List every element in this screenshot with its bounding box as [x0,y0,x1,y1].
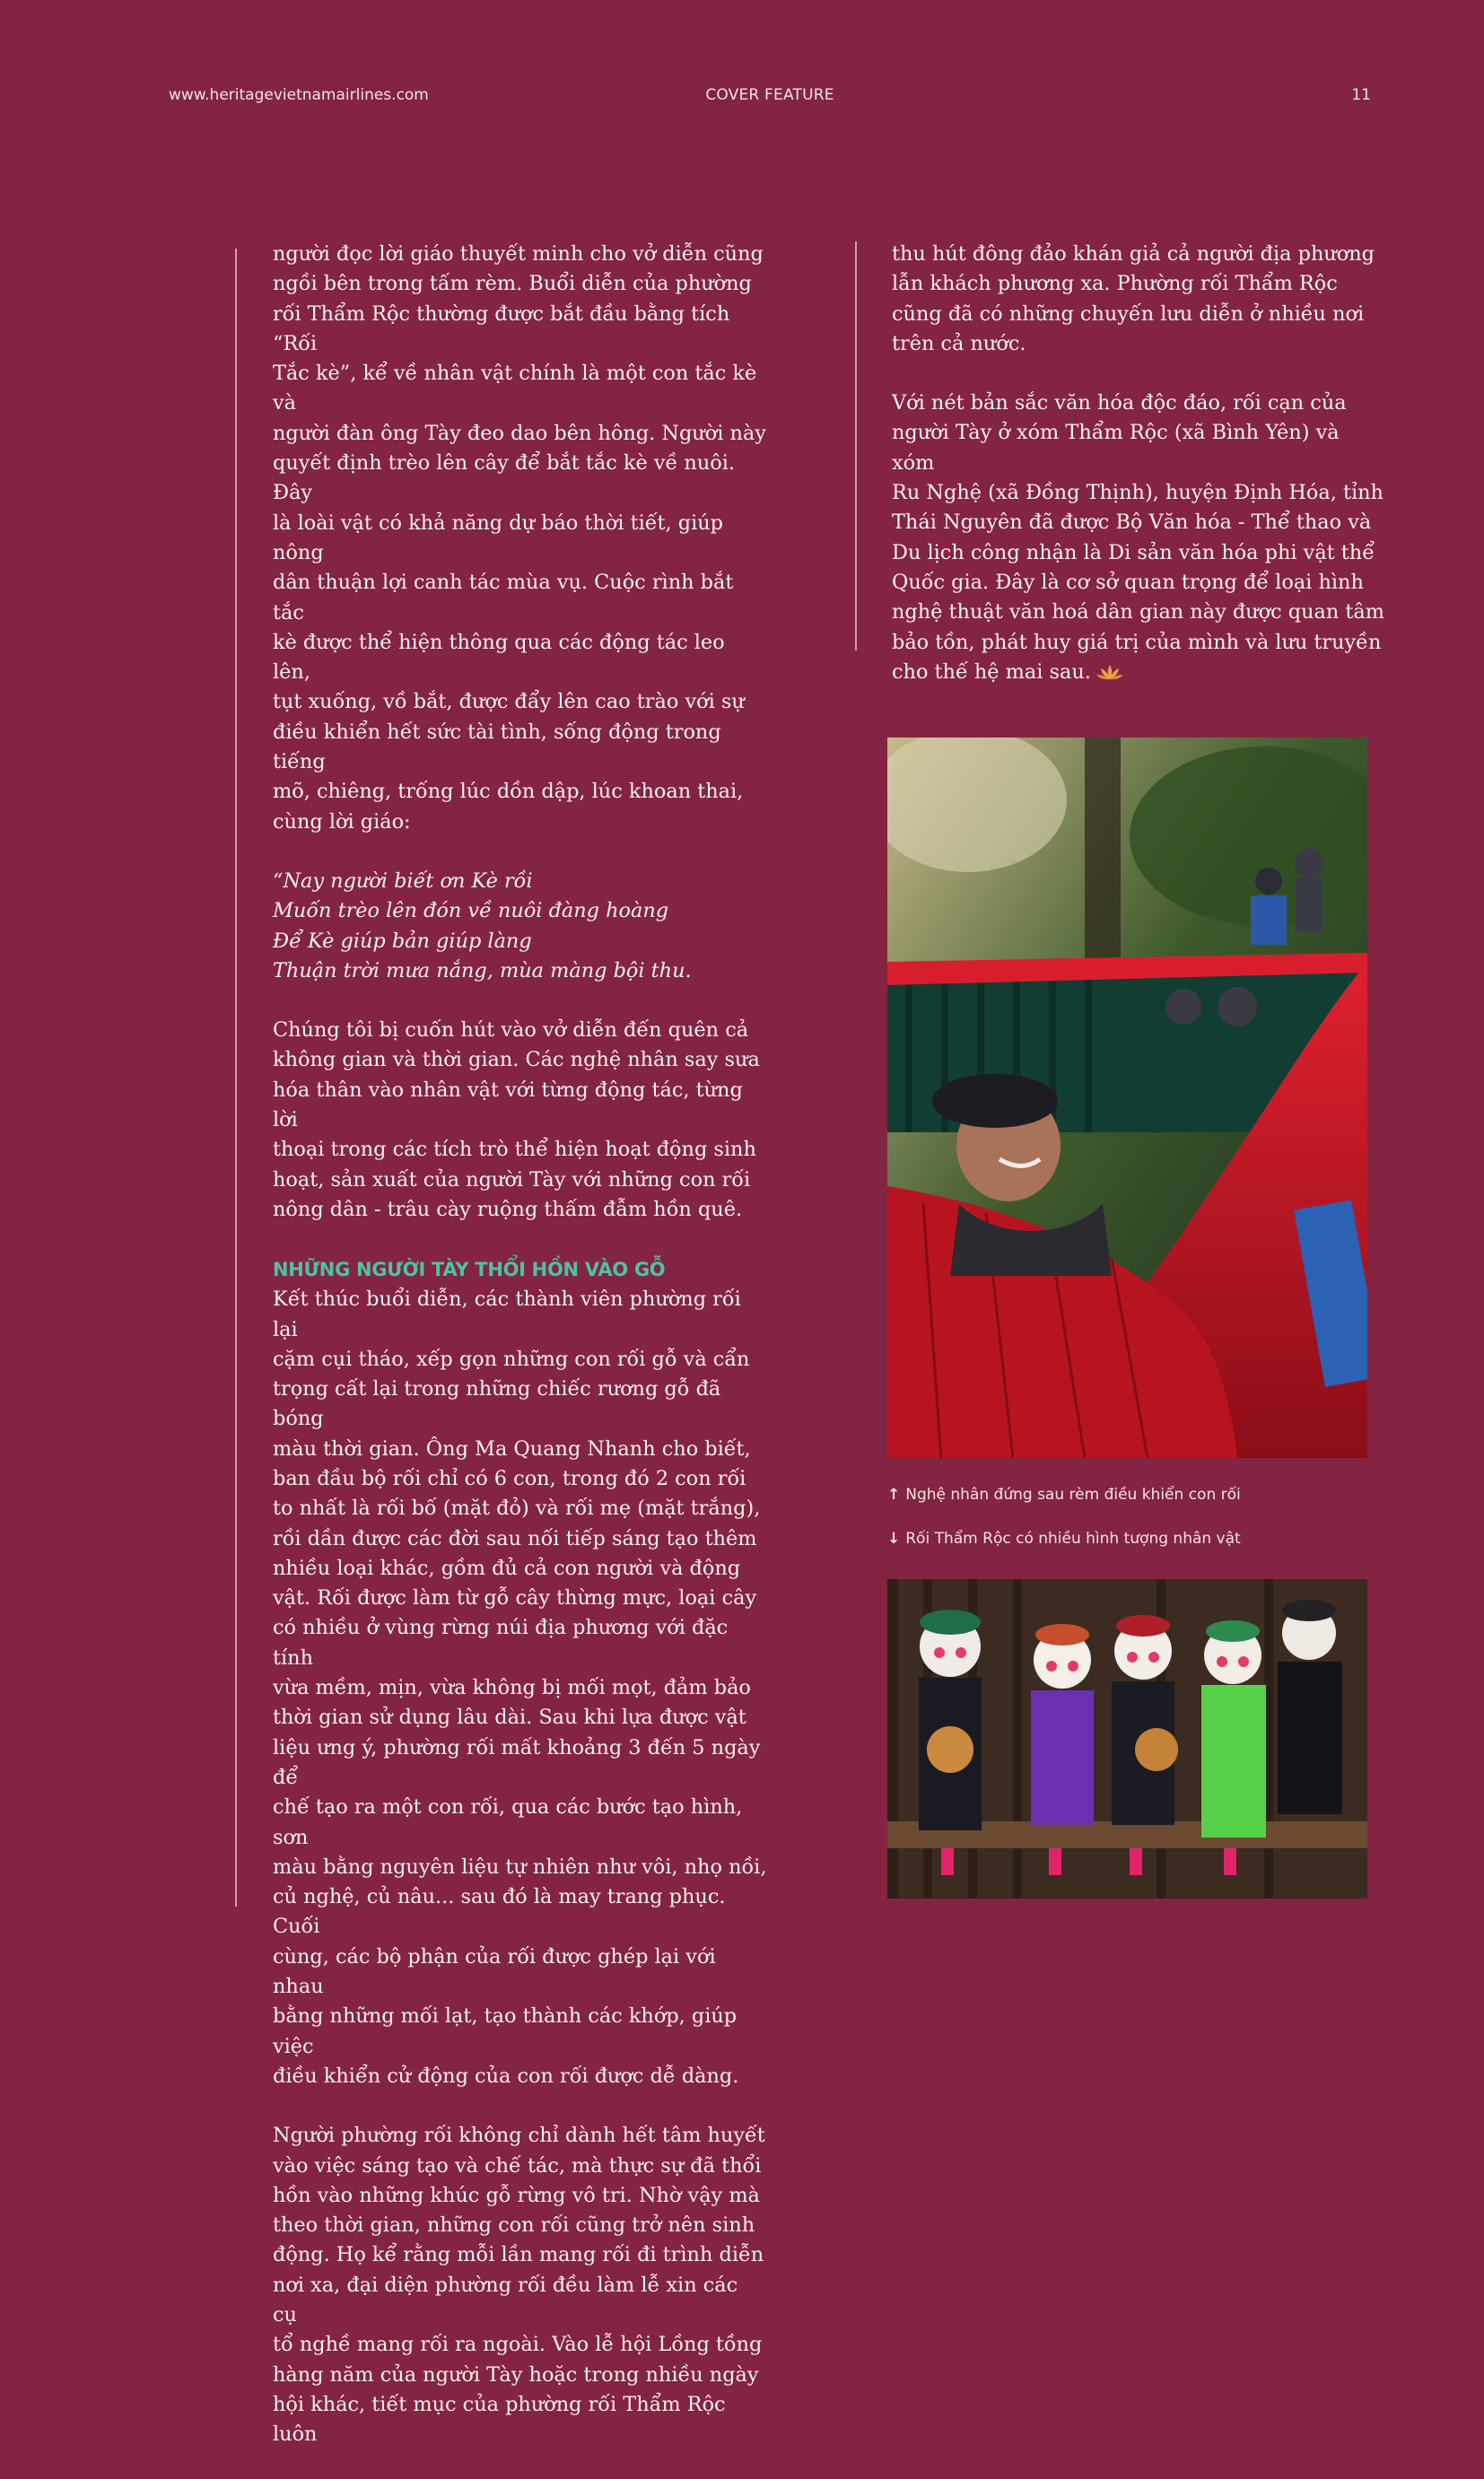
paragraph: Người phường rối không chỉ dành hết tâm huyết vào việc sáng tạo và chế tác, mà thực sự đã thổi hồn vào những khúc gỗ rừng vô tri. Nhờ vậy mà theo thời gian, những con rối cũng trở nên sinh động. Họ kể rằng mỗi lần mang rối đi trình diễn nơi xa, đại diện phường rối đều làm lễ xin các cụ tổ nghề mang rối ra ngoài. Vào lễ hội Lồng tồng hàng năm của người Tày hoặc trong nhiều ngày hội khác, tiết mục của phường rối Thẩm Rộc luôn [273,2124,765,2447]
verse-quote: “Nay người biết ơn Kè rồi Muốn trèo lên đón về nuôi đàng hoàng Để Kè giúp bản giúp làng Thuận trời mưa nắng, mùa màng bội thu. [273,869,692,982]
caption-up [887,1486,1372,1504]
paragraph: Chúng tôi bị cuốn hút vào vở diễn đến quên cả không gian và thời gian. Các nghệ nhân say sưa hóa thân vào nhân vật với từng động tác, từng lời thoại trong các tích trò thể hiện hoạt động sinh hoạt, sản xuất của người Tày với những con rối nông dân - trâu cày ruộng thấm đẫm hồn quê. [273,1018,760,1221]
left-column-rule [235,249,237,1907]
puppets-photo [887,1579,1367,1899]
section-label: COVER FEATURE [705,86,834,104]
page-header [169,86,1371,109]
left-column [273,240,768,2479]
middle-column-rule [855,241,857,650]
caption-text: Nghệ nhân đứng sau rèm điều khiển con rối [905,1486,1241,1504]
lotus-icon [1096,660,1123,690]
paragraph: Kết thúc buổi diễn, các thành viên phường rối lại cặm cụi tháo, xếp gọn những con rối gỗ và cẩn trọng cất lại trong những chiếc rương gỗ đã bóng màu thời gian. Ông Ma Quang Nhanh cho biết, ban đầu bộ rối chỉ có 6 con, trong đó 2 con rối to nhất là rối bố (mặt đỏ) và rối mẹ (mặt trắng), rồi dần được các đời sau nối tiếp sáng tạo thêm nhiều loại khác, gồm đủ cả con người và động vật. Rối được làm từ gỗ cây thừng mực, loại cây có nhiều ở vùng rừng núi địa phương với đặc tính vừa mềm, mịn, vừa không bị mối mọt, đảm bảo thời gian sử dụng lâu dài. Sau khi lựa được vật liệu ưng ý, phường rối mất khoảng 3 đến 5 ngày để chế tạo ra một con rối, qua các bước tạo hình, sơn màu bằng nguyên liệu tự nhiên như vôi, nhọ nồi, củ nghệ, củ nâu... sau đó là may trang phục. Cuối cùng, các bộ phận của rối được ghép lại với nhau bằng những mối lạt, tạo thành các khớp, giúp việc điều khiển cử động của con rối được dễ dàng. [273,1288,767,2088]
right-column [892,240,1387,720]
up-arrow-icon: ↑ [887,1486,901,1504]
paragraph: thu hút đông đảo khán giả cả người địa phương lẫn khách phương xa. Phường rối Thẩm Rộc cũng đã có những chuyến lưu diễn ở nhiều nơi trên cả nước. [892,242,1375,355]
page-number: 11 [1351,86,1371,104]
caption-text: Rối Thẩm Rộc có nhiều hình tượng nhân vật [905,1530,1241,1548]
section-heading: NHỮNG NGƯỜI TÀY THỔI HỒN VÀO GỖ [273,1259,666,1281]
paragraph: người đọc lời giáo thuyết minh cho vở diễn cũng ngồi bên trong tấm rèm. Buổi diễn của phường rối Thẩm Rộc thường được bắt đầu bằng tích “Rối Tắc kè”, kể về nhân vật chính là một con tắc kè và người đàn ông Tày đeo dao bên hông. Người này quyết định trèo lên cây để bắt tắc kè về nuôi. Đây là loài vật có khả năng dự báo thời tiết, giúp nông dân thuận lợi canh tác mùa vụ. Cuộc rình bắt tắc kè được thể hiện thông qua các động tác leo lên, tụt xuống, vồ bắt, được đẩy lên cao trào với sự điều khiển hết sức tài tình, sống động trong tiếng mõ, chiêng, trống lúc dồn dập, lúc khoan thai, cùng lời giáo: [273,242,766,834]
paragraph-closing [892,388,1387,690]
paragraph-text: Với nét bản sắc văn hóa độc đáo, rối cạn của người Tày ở xóm Thẩm Rộc (xã Bình Yên) và xóm Ru Nghệ (xã Đồng Thịnh), huyện Định Hóa, tỉnh Thái Nguyên đã được Bộ Văn hóa - Thể thao và Du lịch công nhận là Di sản văn hóa phi vật thể Quốc gia. Đây là cơ sở quan trọng để loại hình nghệ thuật văn hoá dân gian này được quan tâm bảo tồn, phát huy giá trị của mình và lưu truyền cho thế hệ mai sau. [892,391,1384,684]
caption-down [887,1530,1372,1548]
down-arrow-icon: ↓ [887,1530,901,1548]
site-url[interactable]: www.heritagevietnamairlines.com [169,86,429,104]
puppeteer-photo [887,738,1367,1458]
